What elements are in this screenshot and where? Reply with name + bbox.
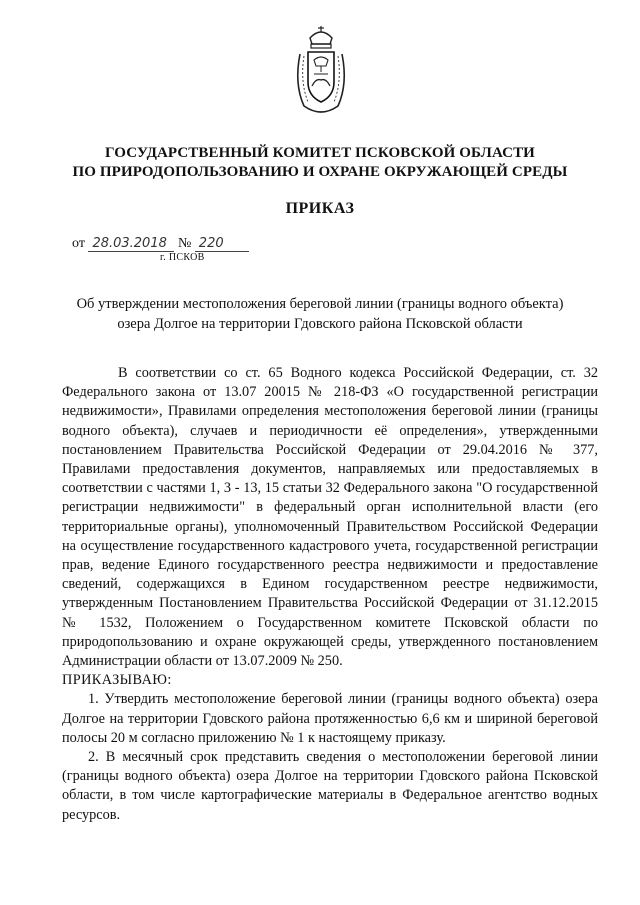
order-body [62,364,598,825]
order-date-number-line [72,236,249,252]
order-item-2: 2. В месячный срок представить сведения о местоположении береговой линии (границы водного объекта) озера Долгое на территории Гдовского района Псковской области, в том числе картографические материалы в Федеральное агентство водных ресурсов. [62,749,598,823]
order-item-1: 1. Утвердить местоположение береговой линии (границы водного объекта) озера Долгое на территории Гдовского района протяженностью 6,6 км и шириной береговой полосы 20 м согласно приложению № 1 к настоящему приказу. [62,691,598,746]
from-label: от [72,236,85,251]
organization-name-line1: ГОСУДАРСТВЕННЫЙ КОМИТЕТ ПСКОВСКОЙ ОБЛАСТИ [105,145,535,161]
document-type-title: ПРИКАЗ [285,200,355,217]
order-subject-line1: Об утверждении местоположения береговой линии (границы водного объекта) [76,296,564,312]
order-number: 220 [195,237,249,252]
order-date: 28.03.2018 [88,237,174,252]
organization-name-line2: ПО ПРИРОДОПОЛЬЗОВАНИЮ И ОХРАНЕ ОКРУЖАЮЩЕЙ СРЕДЫ [72,164,568,180]
order-subject-line2: озера Долгое на территории Гдовского района Псковской области [117,316,523,332]
order-word: ПРИКАЗЫВАЮ: [62,672,172,689]
city-label: г. ПСКОВ [160,252,205,263]
organization-name [0,144,640,182]
number-label: № [177,236,192,251]
pskov-coat-of-arms-icon [290,24,352,120]
preamble-paragraph: В соответствии со ст. 65 Водного кодекса Российской Федерации, ст. 32 Федерального закона от 13.07 20015 № 218-ФЗ «О государственной регистрации недвижимости», Правилами определения местоположения береговой линии (границы водного объекта), случаев и периодичности её определения», утвержденными постановлением Правительства Российской Федерации от 29.04.2016 № 377, Правилами предоставления документов, направляемых или предоставляемых в соответствии с частями 1, 3 - 13, 15 статьи 32 Федерального закона "О государственной регистрации недвижимости" в федеральный орган исполнительной власти (его территориальные органы), уполномоченный Правительством Российской Федерации на осуществление государственного кадастрового учета, государственной регистрации прав, ведение Единого государственного реестра недвижимости и предоставление сведений, содержащихся в Едином государственном реестре недвижимости, утвержденным Постановлением Правительства Российской Федерации от 31.12.2015 № 1532, Положением о Государственном комитете Псковской области по природопользованию и охране окружающей среды, утвержденного постановлением Администрации области от 13.07.2009 № 250. [62,365,598,670]
order-subject [40,294,600,334]
